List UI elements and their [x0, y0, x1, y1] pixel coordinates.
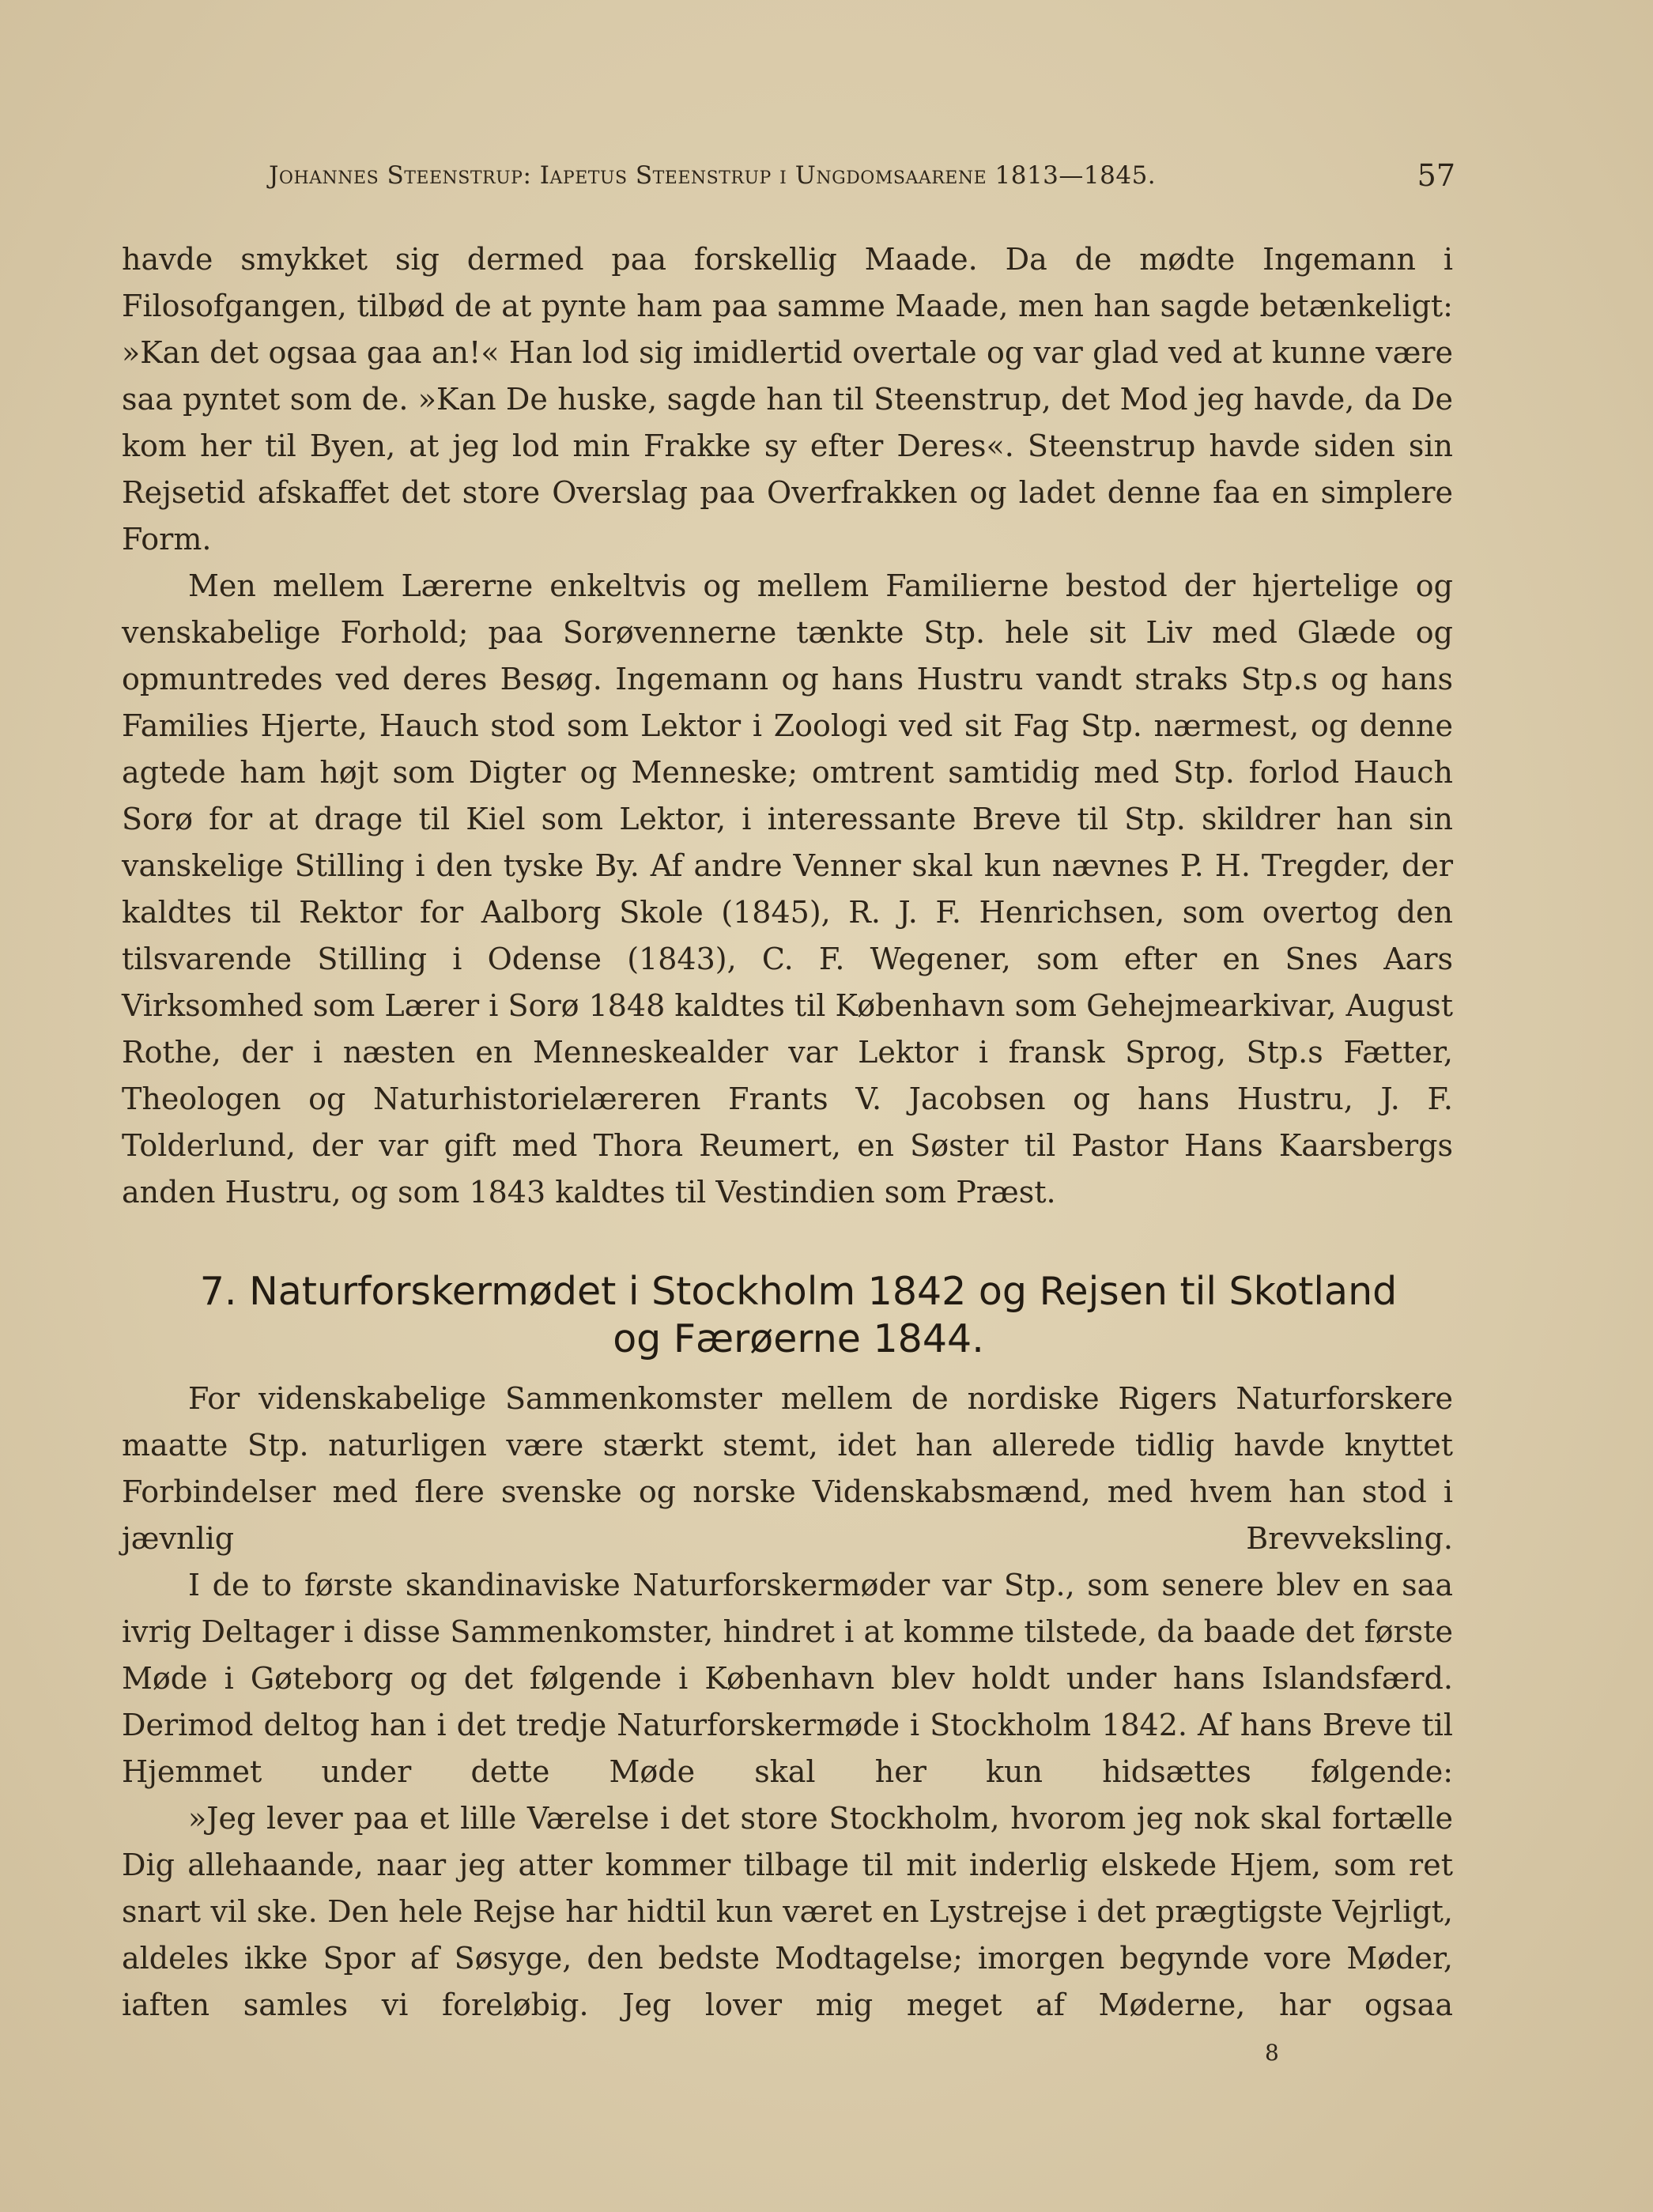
paragraph-continued: havde smykket sig dermed paa forskellig Maade. Da de mødte Ingemann i Filosofgangen, tilbød de at pynte ham paa samme Maade, men han sagde betænkeligt: »Kan det ogsaa gaa an!« Han lod sig imidlertid overtale og var glad ved at kunne være saa pyntet som de. »Kan De huske, sagde han til Steenstrup, det Mod jeg havde, da De kom her til Byen, at jeg lod min Frakke sy efter Deres«. Steenstrup havde siden sin Rejsetid afskaffet det store Overslag paa Overfrakken og ladet denne faa en simplere Form. [122, 242, 1453, 557]
paragraph-meetings: For videnskabelige Sammenkomster mellem de nordiske Rigers Naturforskere maatte Stp. naturligen være stærkt stemt, idet han allerede tidlig havde knyttet Forbindelser med flere svenske og norske Videnskabsmænd, med hvem han stod i jævnlig Brevveksling. [122, 1381, 1453, 1556]
paragraph-letter-quote: »Jeg lever paa et lille Værelse i det store Stockholm, hvorom jeg nok skal fortælle Dig allehaande, naar jeg atter kommer tilbage til mit inderlig elskede Hjem, som ret snart vil ske. Den hele Rejse har hidtil kun været en Lystrejse i det prægtigste Vejrligt, aldeles ikke Spor af Søsyge, den bedste Modtagelse; imorgen begynde vore Møder, iaften samles vi foreløbig. Jeg lover mig meget af Møderne, har ogsaa [122, 1801, 1453, 2022]
page-number: 57 [1417, 158, 1455, 193]
section-heading [174, 1268, 1423, 1363]
section-heading-line-2: og Færøerne 1844. [613, 1316, 984, 1361]
running-head: Johannes Steenstrup: Iapetus Steenstrup i Ungdomsaarene 1813—1845. [269, 161, 1157, 190]
paragraph-friends: Men mellem Lærerne enkeltvis og mellem Familierne bestod der hjertelige og venskabelige Forhold; paa Sorøvennerne tænkte Stp. hele sit Liv med Glæde og opmuntredes ved deres Besøg. Ingemann og hans Hustru vandt straks Stp.s og hans Families Hjerte, Hauch stod som Lektor i Zoologi ved sit Fag Stp. nærmest, og denne agtede ham højt som Digter og Menneske; omtrent samtidig med Stp. forlod Hauch Sorø for at drage til Kiel som Lektor, i interessante Breve til Stp. skildrer han sin vanskelige Stilling i den tyske By. Af andre Venner skal kun nævnes P. H. Tregder, der kaldtes til Rektor for Aalborg Skole (1845), R. J. F. Henrichsen, som overtog den tilsvarende Stilling i Odense (1843), C. F. Wegener, som efter en Snes Aars Virksomhed som Lærer i Sorø 1848 kaldtes til København som Gehejmearkivar, August Rothe, der i næsten en Menneskealder var Lektor i fransk Sprog, Stp.s Fætter, Theologen og Naturhistorielæreren Frants V. Jacobsen og hans Hustru, J. F. Tolderlund, der var gift med Thora Reumert, en Søster til Pastor Hans Kaarsbergs anden Hustru, og som 1843 kaldtes til Vestindien som Præst. [122, 568, 1453, 1210]
paragraph-stockholm: I de to første skandinaviske Naturforskermøder var Stp., som senere blev en saa ivrig Deltager i disse Sammenkomster, hindret i at komme tilstede, da baade det første Møde i Gøteborg og det følgende i København blev holdt under hans Islandsfærd. Derimod deltog han i det tredje Naturforskermøde i Stockholm 1842. Af hans Breve til Hjemmet under dette Møde skal her kun hidsættes følgende: [122, 1568, 1453, 1789]
body-text-bottom [122, 1376, 1453, 2029]
section-heading-line-1: 7. Naturforskermødet i Stockholm 1842 og Rejsen til Skotland [199, 1269, 1398, 1314]
printer-signature: 8 [1265, 2040, 1279, 2066]
page-header [269, 158, 1455, 201]
body-text-top [122, 236, 1453, 1216]
